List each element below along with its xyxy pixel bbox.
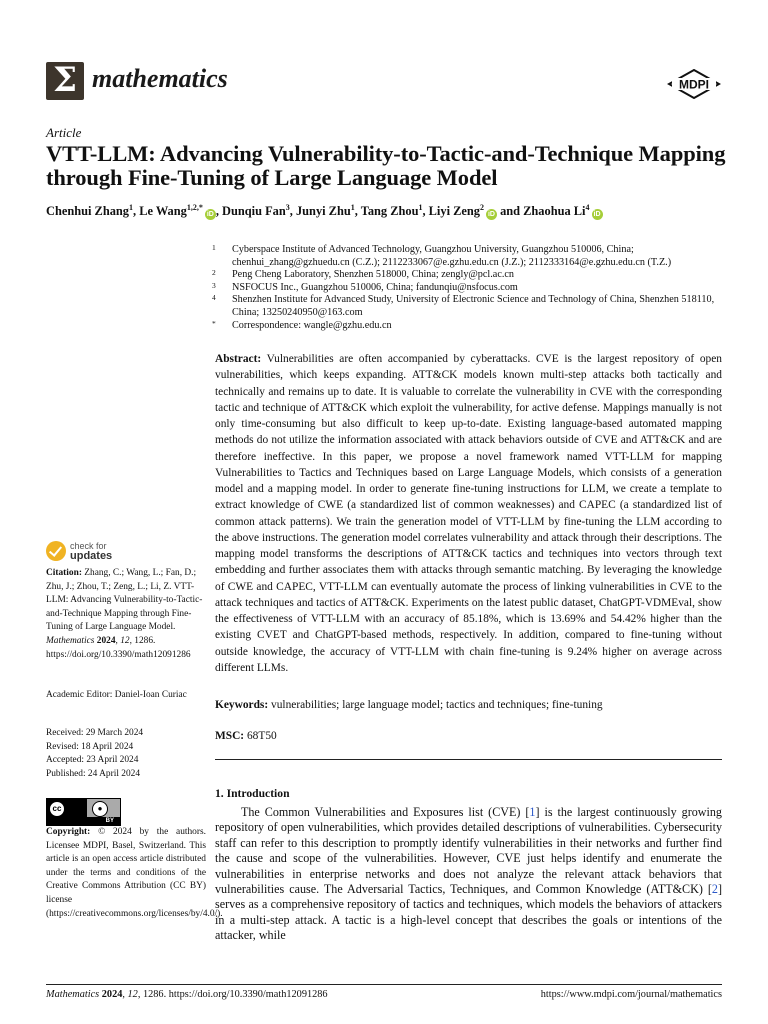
copyright-text: © 2024 by the authors. Licensee MDPI, Basel, Switzerland. This article is an open access article distributed under the terms and conditions of the Creative Commons Attribution (CC BY) license (https://creativecommons.org/licenses/by/4.0/). xyxy=(46,827,223,919)
reference-link-1[interactable]: 1 xyxy=(529,805,536,819)
author-affiliation-marker: 1 xyxy=(129,202,133,212)
affiliations xyxy=(210,244,730,332)
article-type: Article xyxy=(46,125,82,140)
citation-doi[interactable]: , 1286. https://doi.org/10.3390/math12091286 xyxy=(46,635,191,660)
citation-journal: Mathematics xyxy=(46,635,95,646)
date-received: Received: 29 March 2024 xyxy=(46,728,144,738)
affiliation-item xyxy=(210,269,730,282)
author[interactable]: Liyi Zeng xyxy=(428,204,480,218)
date-revised: Revised: 18 April 2024 xyxy=(46,741,134,752)
cc-icon: cc xyxy=(49,801,65,817)
affiliation-number: 4 xyxy=(212,293,216,303)
keywords-label: Keywords: xyxy=(215,699,269,711)
cc-by-license-badge[interactable] xyxy=(46,798,121,826)
orcid-icon[interactable]: iD xyxy=(206,211,214,218)
citation-year: 2024 xyxy=(96,635,116,646)
author[interactable]: Dunqiu Fan xyxy=(222,204,286,218)
affiliation-number: 2 xyxy=(212,268,216,278)
author[interactable]: Tang Zhou xyxy=(360,204,419,218)
author[interactable]: Chenhui Zhang xyxy=(46,204,129,218)
intro-text-3: ] serves as a comprehensive repository of tactics and techniques, which models the behaviors of attackers in a multi-step attack. A tactic is a high-level concept that describes the goals or intentions of the attacker, while xyxy=(215,882,722,943)
sigma-icon: Σ xyxy=(52,60,78,100)
publisher-logo[interactable] xyxy=(667,69,721,99)
footer-volume: 12 xyxy=(127,989,138,1000)
mdpi-logo-icon xyxy=(667,69,721,99)
academic-editor: Academic Editor: Daniel-Ioan Curiac xyxy=(46,690,187,700)
affiliation-item xyxy=(210,320,730,333)
author-affiliation-marker: 1 xyxy=(350,202,355,212)
introduction-paragraph xyxy=(215,805,722,944)
footer-citation: Mathematics 2024, 12, 1286. https://doi.org/10.3390/math12091286 xyxy=(46,989,328,1000)
msc-code: 68T50 xyxy=(246,730,277,742)
footer-doi[interactable]: , 1286. https://doi.org/10.3390/math12091286 xyxy=(137,989,328,1000)
citation-volume: 12 xyxy=(120,635,130,646)
check-icon xyxy=(46,541,66,561)
affiliation-text: NSFOCUS Inc., Guangzhou 510006, China; fandunqiu@nsfocus.com xyxy=(232,281,518,293)
affiliation-item xyxy=(210,244,730,269)
footer-year: 2024 xyxy=(101,989,123,1000)
author-affiliation-marker: 2 xyxy=(479,202,484,212)
author-affiliation-marker: 3 xyxy=(285,202,290,212)
author-list: Chenhui Zhang$^1$, Le Wang$^{1,2,*}$iD , Dunqiu Fan$^3$, Junyi Zhu$^1$, Tang Zhou$^1$, Liyi Zeng$^2$iD and Zhaohua Li$^4$iD xyxy=(46,202,601,218)
check-for-text: check for xyxy=(70,541,107,551)
keywords-text: vulnerabilities; large language model; tactics and techniques; fine-tuning xyxy=(271,699,603,711)
date-published: Published: 24 April 2024 xyxy=(46,768,141,779)
author-affiliation-marker: 4 xyxy=(585,202,590,212)
abstract-text: Vulnerabilities are often accompanied by cyberattacks. CVE is the largest repository of open vulnerabilities, which keeps expanding. ATT&CK models known multi-step attacks both tactically and technically and remains up to date. It is valuable to correlate the vulnerability in CVE with the corresponding tactic and technique of ATT&CK which exploit the vulnerability, for active defense. Mappings manually is not only time-consuming but also difficult to keep up-to-date. Existing language-based automated mapping methods do not utilize the information associated with attack behaviors outside of CVE and ATT&CK and are therefore ineffective. In this paper, we propose a novel framework named VTT-LLM for mapping Vulnerabilities to Tactics and Techniques based on Large Language Models, which consists of a generation model and a mapping model. In order to generate fine-tuning instructions for LLM, we create a template to extract knowledge of CWE (a standardized list of common weaknesses) and CAPEC (a standardized list of common attack patterns). We train the generation model of VTT-LLM by fine-tuning the LLM according to the above instructions. The generation model correlates vulnerability and attack through their descriptions. The mapping model transforms the descriptions of ATT&CK tactics and techniques into vectors through text embedding and further associates them with attacks through semantic matching. By leveraging the knowledge of CWE and CAPEC, VTT-LLM can eventually automate the process of linking vulnerabilities in CVE to the attack techniques and tactics of ATT&CK. Experiments on the latest public dataset, ChatGPT-VDMEval, show the effectiveness of VTT-LLM with an accuracy of 85.18%, which is 13.69% and 54.42% higher than the existing CVET and ChatGPT-based methods, respectively. In addition, compared to fine-tuning without outside knowledge, the accuracy of VTT-LLM with chain fine-tuning is 9.24% higher on average across different LLMs. xyxy=(215,353,722,674)
msc-label: MSC: xyxy=(215,730,245,742)
footer-divider xyxy=(46,984,722,985)
affiliation-text: Correspondence: wangle@gzhu.edu.cn xyxy=(232,319,392,331)
citation-label: Citation: xyxy=(46,568,82,578)
publisher-text: MDPI xyxy=(679,77,709,92)
reference-link-2[interactable]: 2 xyxy=(711,882,718,897)
abstract xyxy=(215,351,722,676)
affiliation-item xyxy=(210,294,730,319)
author[interactable]: Zhaohua Li xyxy=(523,204,586,218)
author-affiliation-marker: 1,2,* xyxy=(186,202,203,212)
affiliation-number: 3 xyxy=(212,280,216,290)
affiliation-text: Peng Cheng Laboratory, Shenzhen 518000, China; zengly@pcl.ac.cn xyxy=(232,269,515,281)
affiliation-number: 1 xyxy=(212,243,216,252)
section-heading-introduction: 1. Introduction xyxy=(215,787,290,800)
author-affiliation-marker: 1 xyxy=(418,202,423,212)
citation-text: Zhang, C.; Wang, L.; Fan, D.; Zhu, J.; Zhou, T.; Zeng, L.; Li, Z. VTT-LLM: Advancing Vulnerability-to-Tactic-and-Technique Mapping through Fine-Tuning of Large Language Model. xyxy=(46,568,203,633)
affiliation-number: * xyxy=(212,318,216,328)
intro-text-1: The Common Vulnerabilities and Exposures list (CVE) [ xyxy=(241,805,530,819)
check-for-updates-badge[interactable] xyxy=(46,541,126,565)
citation-block: Citation: Zhang, C.; Wang, L.; Fan, D.; Zhu, J.; Zhou, T.; Zeng, L.; Li, Z. VTT-LLM: Advancing Vulnerability-to-Tactic-and-Technique Mapping through Fine-Tuning of Large Language Model. Mathematics 2024, 12, 1286. https://doi.org/10.3390/math12091286 xyxy=(46,568,203,660)
affiliation-text: Cyberspace Institute of Advanced Technology, Guangzhou University, Guangzhou 510006, China; chenhui_zhang@gzhuedu.cn (C.Z.); 2112233067@e.gzhu.edu.cn (J.Z.); 2112333164@e.gzhu.edu.cn (T.Z.) xyxy=(232,244,672,268)
footer-journal-url[interactable]: https://www.mdpi.com/journal/mathematics xyxy=(540,989,722,1000)
copyright-label: Copyright: xyxy=(46,827,91,837)
msc xyxy=(215,730,722,742)
affiliation-text: Shenzhen Institute for Advanced Study, University of Electronic Science and Technology of China, Shenzhen 518110, China; 13250240950@163.com xyxy=(232,294,715,318)
footer-journal: Mathematics xyxy=(46,989,100,1000)
abstract-label: Abstract: xyxy=(215,353,262,365)
journal-logo xyxy=(46,62,84,100)
section-divider xyxy=(215,759,722,760)
keywords xyxy=(215,699,722,711)
attribution-person-icon: ● xyxy=(92,801,108,817)
author[interactable]: Le Wang xyxy=(139,204,187,218)
cc-by-text: BY xyxy=(47,817,120,825)
article-dates xyxy=(46,727,206,781)
copyright-notice xyxy=(46,826,223,921)
date-accepted: Accepted: 23 April 2024 xyxy=(46,755,139,766)
affiliation-item xyxy=(210,282,730,295)
updates-text: updates xyxy=(70,550,113,562)
article-title: VTT-LLM: Advancing Vulnerability-to-Tactic-and-Technique Mapping through Fine-Tuning of Large Language Model xyxy=(46,141,726,190)
author[interactable]: Junyi Zhu xyxy=(295,204,351,218)
orcid-icon[interactable]: iD xyxy=(487,211,495,218)
journal-name[interactable]: mathematics xyxy=(92,64,228,93)
intro-text-2: ] is the largest continuously growing repository of open vulnerabilities, which provides detailed descriptions of vulnerabilities. Cybersecurity staff can refer to this description to promptly identify vulnerabilities in their networks and further find the cause and scope of the vulnerabilities. However, CVE just helps identify and enumerate the vulnerabilities in enterprise networks and does not analyze the relevant attack behaviors that vulnerabilities cause. The Adversarial Tactics, Techniques, and Common Knowledge (ATT&CK) [ xyxy=(215,805,722,897)
orcid-icon[interactable]: iD xyxy=(593,211,601,218)
